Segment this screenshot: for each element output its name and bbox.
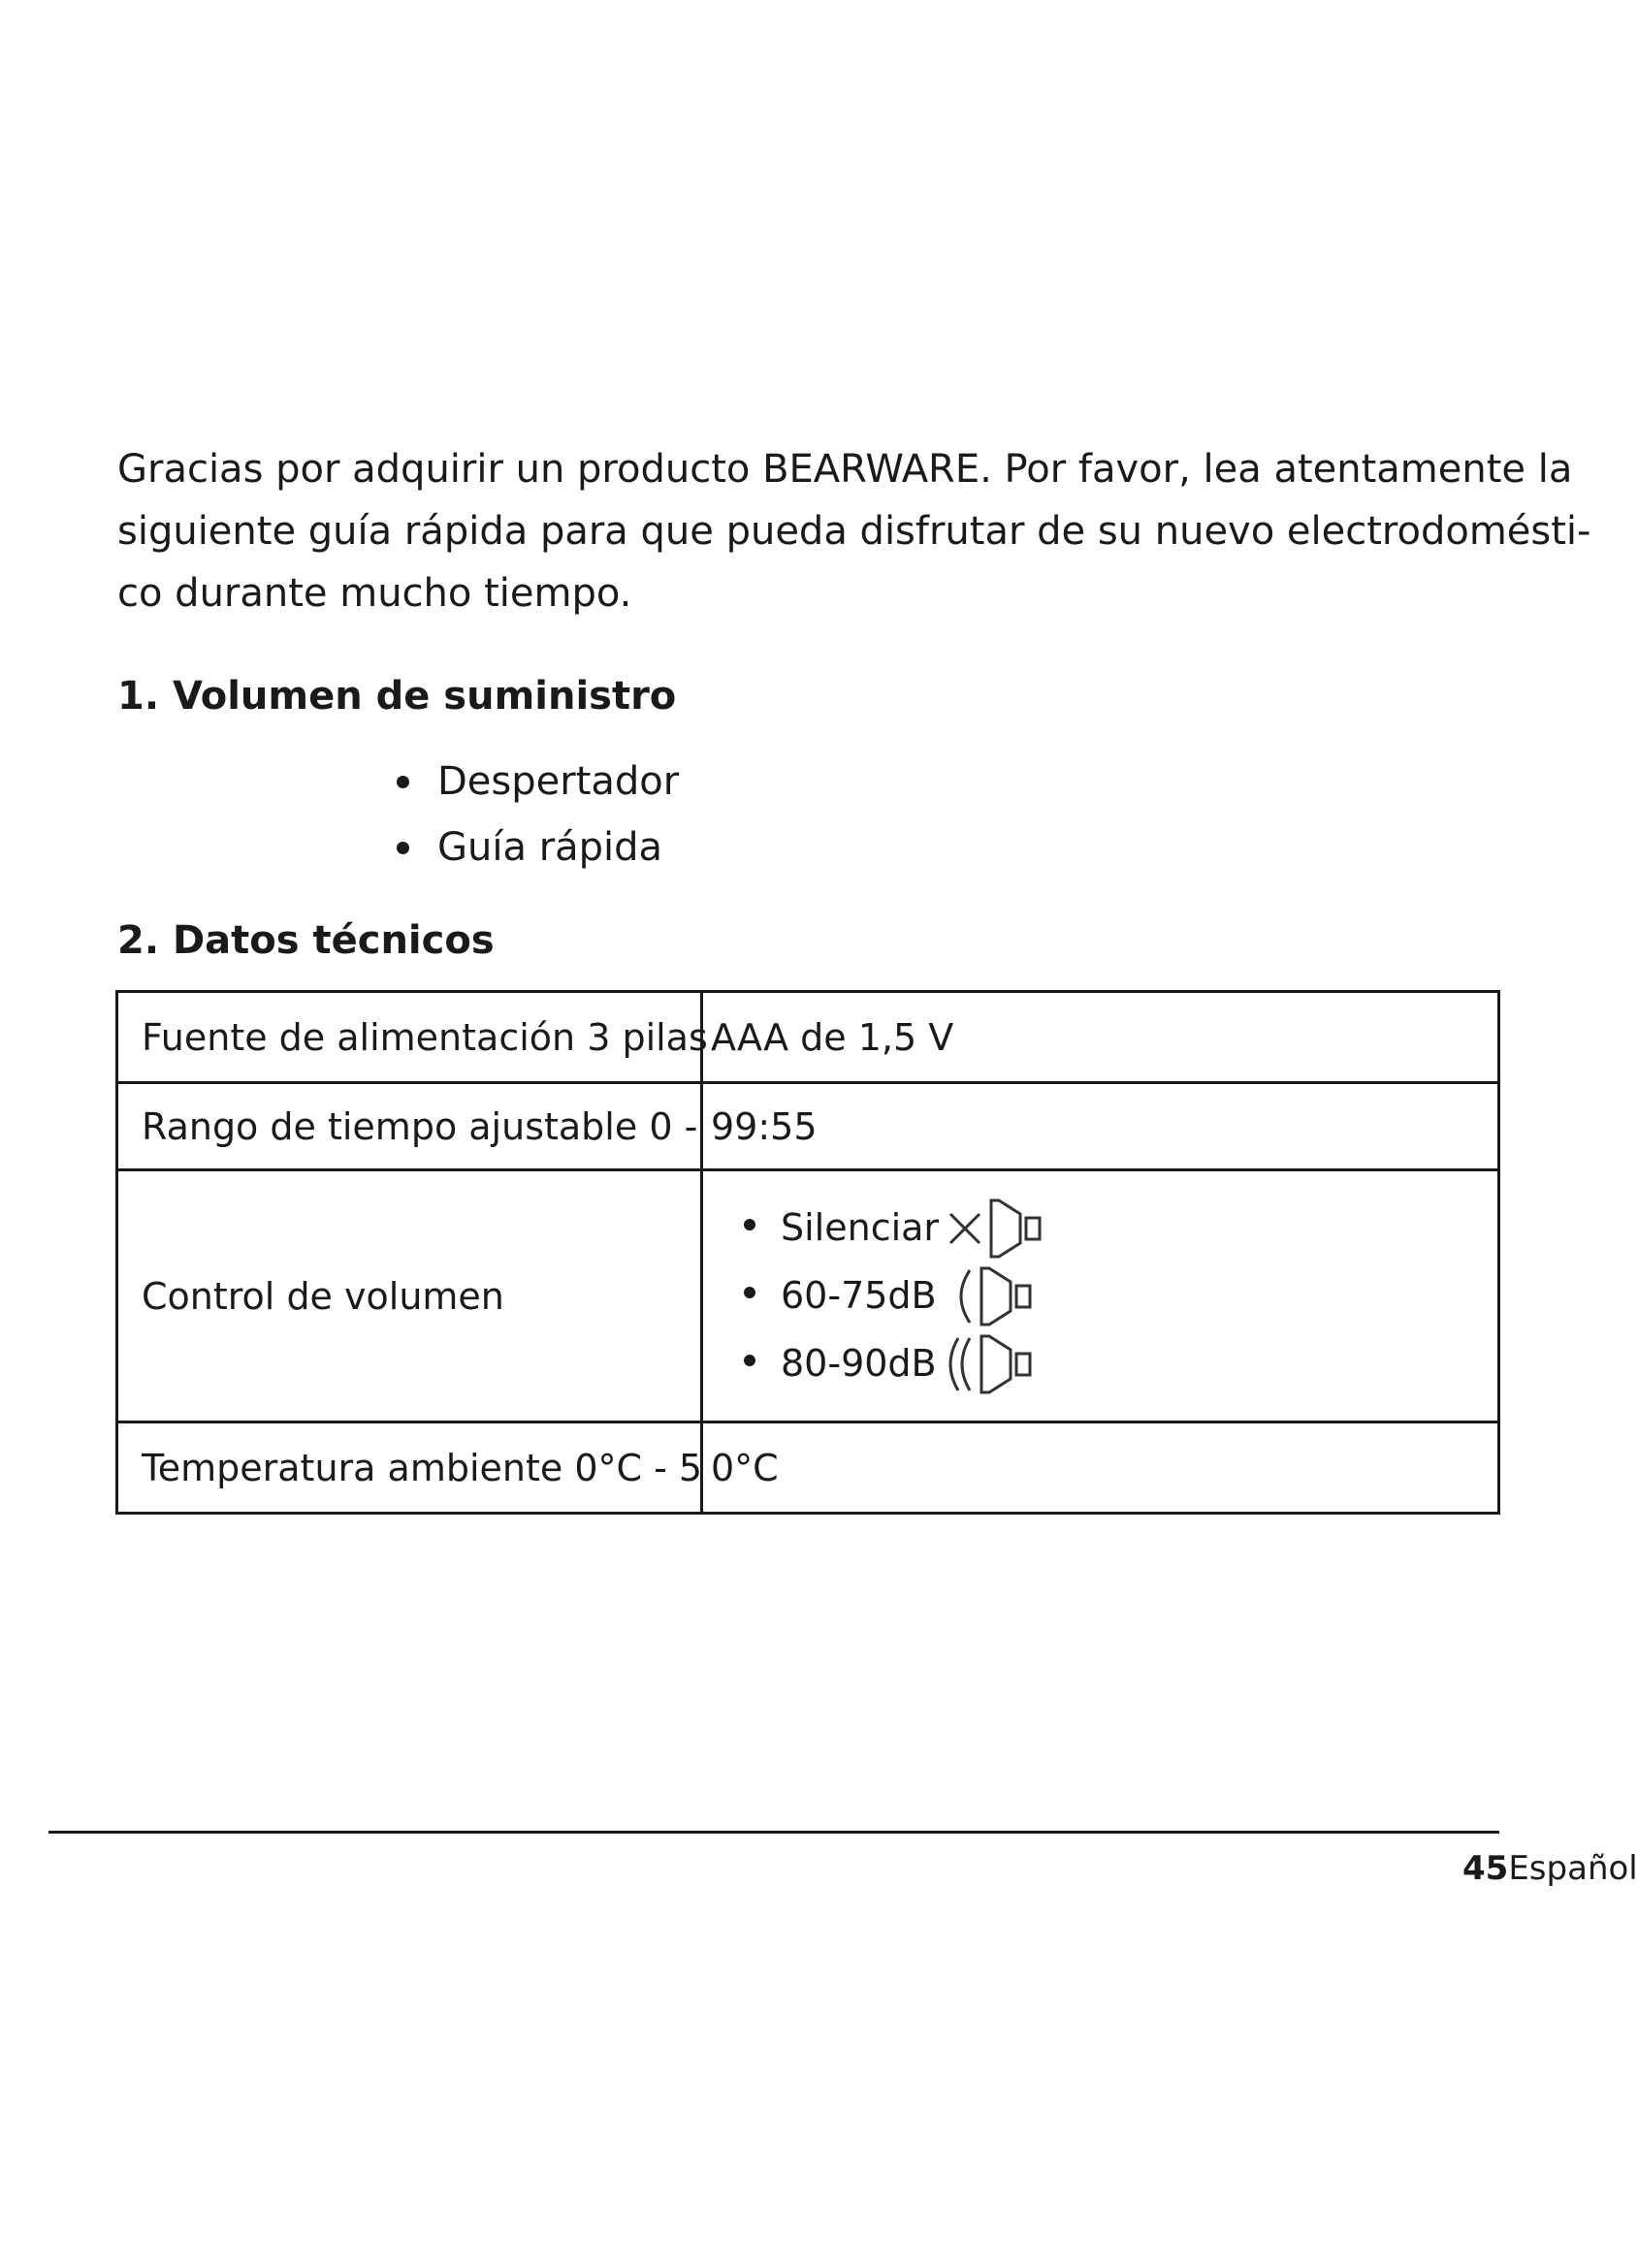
section-heading-supply: 1. Volumen de suministro <box>117 674 677 719</box>
supply-list <box>393 749 679 880</box>
table-row <box>118 993 1497 1081</box>
speaker-low-icon <box>945 1262 1051 1330</box>
list-item: Guía rápida <box>393 815 679 880</box>
technical-data-table <box>115 990 1500 1515</box>
list-item: Despertador <box>393 749 679 815</box>
page-number: 45 <box>1462 1849 1509 1888</box>
speaker-mute-icon <box>947 1195 1053 1262</box>
volume-option-label: 60-75dB <box>781 1274 937 1317</box>
footer-divider <box>48 1831 1499 1834</box>
volume-option-label: Silenciar <box>781 1206 940 1249</box>
table-row <box>118 1421 1497 1512</box>
table-cell-label: Control de volumen <box>118 1171 703 1421</box>
volume-option-label: 80-90dB <box>781 1342 937 1385</box>
intro-line-1: Gracias por adquirir un producto BEARWARE. Por favor, lea atentamente la <box>117 447 1573 492</box>
intro-line-3: co durante mucho tiempo. <box>117 571 632 616</box>
speaker-high-icon <box>945 1330 1051 1398</box>
table-cell-value: AAA de 1,5 V <box>711 1015 954 1059</box>
table-cell-label: Temperatura ambiente 0°C - 5 <box>118 1423 703 1512</box>
table-cell-value: 0°C <box>711 1446 779 1489</box>
table-row <box>118 1081 1497 1168</box>
list-item <box>740 1262 1053 1330</box>
list-item <box>740 1195 1053 1262</box>
table-cell-label: Fuente de alimentación 3 pilas <box>118 993 703 1081</box>
section-heading-technical-data: 2. Datos técnicos <box>117 918 495 963</box>
table-cell-value: 99:55 <box>711 1104 818 1148</box>
footer-language: Español <box>1508 1849 1638 1888</box>
table-cell-value <box>703 1171 1497 1421</box>
intro-paragraph <box>117 438 1591 624</box>
intro-line-2: siguiente guía rápida para que pueda disfrutar de su nuevo electrodomésti- <box>117 509 1591 554</box>
list-item <box>740 1330 1053 1398</box>
table-row <box>118 1168 1497 1421</box>
table-cell-label: Rango de tiempo ajustable 0 - <box>118 1084 703 1168</box>
volume-options-list <box>711 1195 1053 1398</box>
page-footer <box>1462 1849 1638 1888</box>
